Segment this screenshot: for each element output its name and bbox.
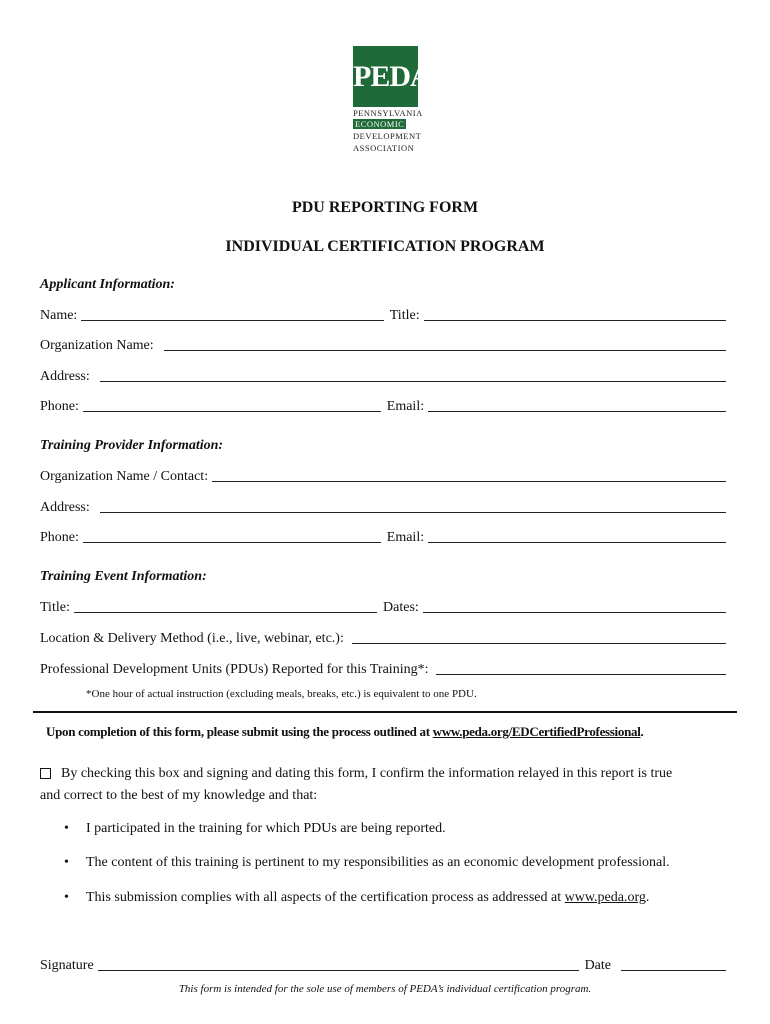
applicant-address-row	[40, 369, 726, 385]
list-item	[64, 890, 649, 906]
provider-email-label: Email:	[386, 530, 425, 545]
email-label: Email:	[386, 399, 425, 414]
provider-phone-field[interactable]	[83, 541, 381, 543]
confirm-checkbox[interactable]	[40, 768, 51, 779]
org-field[interactable]	[164, 349, 726, 351]
bullet-icon: •	[64, 821, 69, 836]
provider-address-field[interactable]	[100, 511, 726, 513]
phone-field[interactable]	[83, 410, 381, 412]
event-location-row	[40, 631, 726, 647]
submit-suffix: .	[640, 724, 644, 739]
signature-label: Signature	[40, 958, 94, 973]
confirm-text-2: and correct to the best of my knowledge and that:	[40, 788, 318, 803]
bullet-text-1: I participated in the training for which PDUs are being reported.	[86, 821, 446, 836]
applicant-phone-email-row	[40, 399, 726, 415]
logo-line-4: ASSOCIATION	[353, 143, 415, 153]
event-pdu-field[interactable]	[436, 673, 726, 675]
peda-link[interactable]: www.peda.org	[564, 890, 646, 905]
date-field[interactable]	[621, 969, 726, 971]
provider-email-field[interactable]	[428, 541, 726, 543]
bullet-text-2: The content of this training is pertinent to my responsibilities as an economic development professional.	[86, 855, 670, 870]
name-field[interactable]	[81, 319, 383, 321]
submit-prefix: Upon completion of this form, please submit using the process outlined at	[46, 724, 433, 739]
applicant-name-title-row	[40, 308, 726, 324]
title-field[interactable]	[424, 319, 726, 321]
bullet-3-suffix: .	[645, 890, 650, 905]
bullet-icon: •	[64, 890, 69, 905]
logo-line-1: PENNSYLVANIA	[353, 108, 423, 118]
form-subtitle: INDIVIDUAL CERTIFICATION PROGRAM	[225, 238, 545, 255]
signature-field[interactable]	[98, 969, 579, 971]
list-item	[64, 855, 670, 871]
bullet-icon: •	[64, 855, 69, 870]
event-dates-field[interactable]	[423, 611, 726, 613]
provider-phone-email-row	[40, 530, 726, 546]
provider-heading: Training Provider Information:	[40, 438, 224, 453]
event-location-field[interactable]	[352, 642, 726, 644]
pdu-footnote: *One hour of actual instruction (excluding meals, breaks, etc.) is equivalent to one PDU.	[86, 688, 477, 700]
event-title-field[interactable]	[74, 611, 377, 613]
provider-address-row	[40, 500, 726, 516]
event-title-dates-row	[40, 600, 726, 616]
provider-org-row	[40, 469, 726, 485]
applicant-heading: Applicant Information:	[40, 277, 175, 292]
provider-phone-label: Phone:	[40, 530, 79, 545]
applicant-org-row	[40, 338, 726, 354]
date-label: Date	[584, 958, 611, 973]
event-title-label: Title:	[40, 600, 70, 615]
signature-row	[40, 958, 726, 974]
bullet-text-3: This submission complies with all aspects of the certification process as addressed at	[86, 890, 565, 905]
confirm-statement	[40, 763, 730, 807]
logo-line-2: ECONOMIC	[355, 119, 405, 129]
section-divider	[33, 711, 737, 713]
provider-address-label: Address:	[40, 500, 90, 515]
name-label: Name:	[40, 308, 78, 323]
provider-org-field[interactable]	[212, 480, 726, 482]
event-dates-label: Dates:	[383, 600, 419, 615]
address-label: Address:	[40, 369, 90, 384]
email-field[interactable]	[428, 410, 726, 412]
logo-line-3: DEVELOPMENT	[353, 131, 422, 141]
org-label: Organization Name:	[40, 338, 154, 353]
peda-logo: PEDA	[353, 46, 418, 107]
address-field[interactable]	[100, 380, 726, 382]
form-title: PDU REPORTING FORM	[291, 199, 479, 216]
phone-label: Phone:	[40, 399, 79, 414]
submit-instruction	[46, 724, 643, 740]
closing-note: This form is intended for the sole use of members of PEDA’s individual certification program.	[178, 983, 592, 995]
provider-org-label: Organization Name / Contact:	[40, 469, 209, 484]
event-pdu-row	[40, 662, 726, 678]
event-heading: Training Event Information:	[40, 569, 207, 584]
confirm-text-1: By checking this box and signing and dating this form, I confirm the information relayed in this report is true	[61, 766, 673, 781]
submit-link[interactable]: www.peda.org/EDCertifiedProfessional	[432, 724, 641, 739]
event-pdu-label: Professional Development Units (PDUs) Reported for this Training*:	[40, 662, 429, 677]
event-location-label: Location & Delivery Method (i.e., live, webinar, etc.):	[40, 631, 344, 646]
list-item	[64, 821, 446, 837]
title-label: Title:	[389, 308, 420, 323]
